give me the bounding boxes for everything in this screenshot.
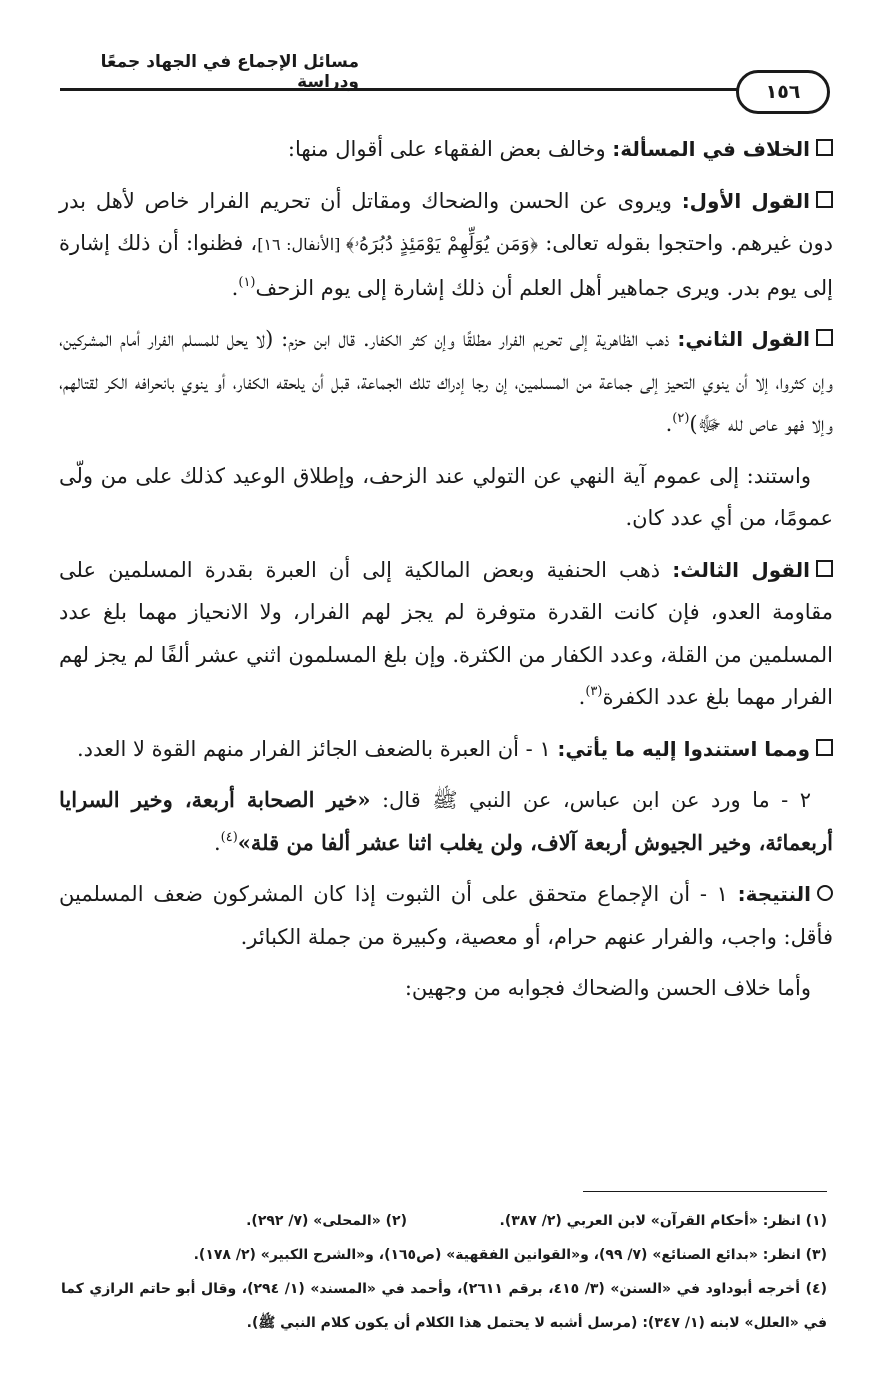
paragraph-text: واستند: إلى عموم آية النهي عن التولي عند الزحف، وإطلاق الوعيد كذلك على من ولّى عمومًا، من أي عدد كان. [59, 463, 833, 530]
paragraph-lead: ومما استندوا إليه ما يأتي: [557, 736, 810, 761]
paragraph-end: . [231, 275, 239, 300]
footnotes [61, 1204, 827, 1340]
paragraph-text: ويروى عن الحسن والضحاك ومقاتل أن تحريم الفرار خاص لأهل بدر دون غيرهم. واحتجوا بقوله تعالى: [59, 188, 834, 255]
paragraph-lead: القول الثالث: [672, 557, 810, 582]
footnote-marker[interactable]: (١) [238, 274, 256, 290]
footnote-row [61, 1204, 827, 1238]
page-number-badge: ١٥٦ [736, 70, 830, 114]
paragraph-text: ذهب الظاهرية إلى تحريم الفرار مطلقًا وإن كثر الكفار. قال ابن حزم: (لا يحل للمسلم الفرار أمام المشركين، وإن كثروا، إلا أن ينوي التحيز إلى جماعة من المسلمين، إن رجا إدراك تلك الجماعة، قبل أن يلحقه الكفار، أو ينوي بانحرافه الكر لقتالهم، وإلا فهو عاص لله ﷻ) [59, 327, 833, 436]
footnote-1: (١) انظر: «أحكام القرآن» لابن العربي (٢/ ٣٨٧). [499, 1213, 827, 1229]
square-bullet-icon [816, 739, 833, 756]
square-bullet-icon [816, 560, 833, 577]
paragraph-lead: النتيجة: [737, 882, 811, 906]
paragraph-end: . [213, 830, 221, 855]
paragraph-lead: الخلاف في المسألة: [612, 137, 810, 161]
paragraph-third-opinion [59, 549, 833, 719]
paragraph-third-opinion-evidence [59, 728, 833, 771]
paragraph-hadith [59, 779, 833, 864]
verse-reference: [الأنفال: ١٦] [257, 235, 346, 254]
square-bullet-icon [816, 139, 833, 156]
paragraph-second-opinion [59, 318, 833, 446]
paragraph-text: ١ - أن العبرة بالضعف الجائز الفرار منهم القوة لا العدد. [76, 736, 558, 761]
paragraph-lead: القول الأول: [681, 188, 811, 213]
paragraph-text: ، فظنوا: أن ذلك إشارة إلى يوم بدر. ويرى جماهير أهل العلم أن ذلك إشارة إلى يوم الزحف [59, 231, 833, 300]
paragraph-text: ٢ - ما ورد عن ابن عباس، عن النبي ﷺ قال: [370, 788, 811, 812]
footnote-2: (٢) «المحلى» (٧/ ٢٩٢). [246, 1213, 407, 1229]
hadith-quote: «خير الصحابة أربعة، وخير السرايا أربعمائة، وخير الجيوش أربعة آلاف، ولن يغلب اثنا عشر ألفا من قلة» [59, 787, 833, 855]
running-header-title: مسائل الإجماع في الجهاد جمعًا ودراسة [100, 52, 359, 92]
circle-bullet-icon [817, 885, 833, 901]
paragraph-response [59, 967, 833, 1010]
footnote-4: (٤) أخرجه أبوداود في «السنن» (٣/ ٤١٥، برقم ٢٦١١)، وأحمد في «المسند» (١/ ٢٩٤)، وقال أبو حاتم الرازي كما في «العلل» لابنه (١/ ٣٤٧): (مرسل أشبه لا يحتمل هذا الكلام أن يكون كلام النبي ﷺ). [61, 1281, 827, 1331]
square-bullet-icon [816, 191, 833, 208]
paragraph-end: . [665, 412, 673, 436]
paragraph-text: وأما خلاف الحسن والضحاك فجوابه من وجهين: [404, 976, 811, 1000]
paragraph-conclusion [59, 873, 833, 958]
paragraph-second-opinion-evidence [59, 455, 833, 540]
quran-verse: ﴿وَمَن يُوَلِّهِمْ يَوْمَئِذٍ دُبُرَهُۥ﴾ [345, 233, 539, 255]
header-rule [60, 88, 740, 91]
paragraph-text: ١ - أن الإجماع متحقق على أن الثبوت إذا كان المشركون ضعف المسلمين فأقل: واجب، والفرار عنهم حرام، أو معصية، وكبيرة من جملة الكبائر. [59, 882, 833, 949]
paragraph-lead: القول الثاني: [677, 327, 810, 351]
paragraph-text: وخالف بعض الفقهاء على أقوال منها: [287, 137, 613, 161]
main-text [59, 128, 833, 1019]
footnote-3: (٣) انظر: «بدائع الصنائع» (٧/ ٩٩)، و«القوانين الفقهية» (ص١٦٥)، و«الشرح الكبير» (٢/ ١٧٨). [193, 1247, 827, 1263]
footnote-separator [583, 1191, 827, 1192]
paragraph-first-opinion [59, 180, 833, 310]
paragraph-text: ذهب الحنفية وبعض المالكية إلى أن العبرة بقدرة المسلمين على مقاومة العدو، فإن كانت القدرة متوفرة لم يجز لهم الفرار، ولا الانحياز مهما بلغ عدد المسلمين من القلة، وعدد الكفار من الكثرة. وإن بلغ المسلمون اثني عشر ألفًا لم يجز لهم الفرار مهما بلغ عدد الكفرة [59, 557, 833, 709]
paragraph-disagreement [59, 128, 833, 171]
paragraph-end: . [578, 685, 586, 709]
footnote-marker[interactable]: (٣) [585, 684, 603, 699]
footnote-marker[interactable]: (٢) [672, 411, 690, 426]
square-bullet-icon [816, 329, 833, 346]
footnote-marker[interactable]: (٤) [220, 829, 238, 845]
